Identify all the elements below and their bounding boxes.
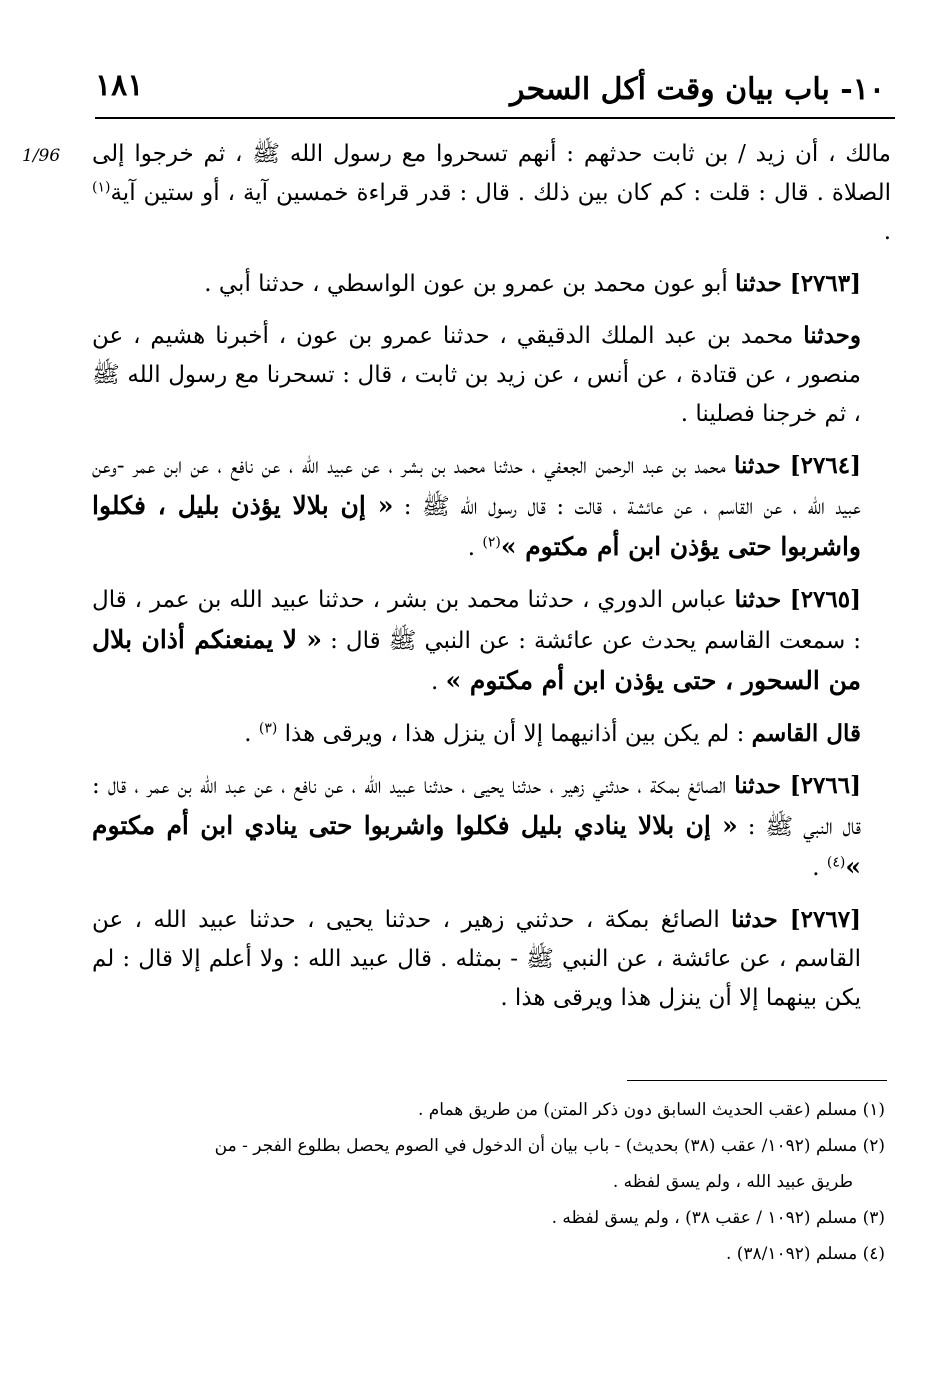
paragraph-end: . xyxy=(430,669,446,695)
hadith-lead: قال القاسم xyxy=(751,720,861,747)
hadith-lead: حدثنا xyxy=(735,270,790,297)
paragraph-end: . xyxy=(467,535,483,561)
paragraph-end: . xyxy=(812,855,827,881)
page-number: ١٨١ xyxy=(95,68,144,103)
hadith-quote: « إن بلالا ينادي بليل فكلوا واشربوا حتى ينادي ابن أم مكتوم » xyxy=(92,811,861,881)
footnote-marker: (٣) xyxy=(258,720,278,737)
header-rule xyxy=(95,117,895,119)
hadith-text: أبو عون محمد بن عمرو بن عون الواسطي ، حدثنا أبي . xyxy=(204,271,736,297)
hadith-quote: « لا يمنعنكم أذان بلال من السحور ، حتى يؤذن ابن أم مكتوم » xyxy=(92,625,861,695)
body-text xyxy=(92,135,891,1030)
footnote-3: (٣) مسلم (١٠٩٢ / عقب ٣٨) ، ولم يسق لفظه . xyxy=(551,1208,885,1228)
hadith-2765 xyxy=(92,580,891,702)
hadith-2763 xyxy=(92,264,891,304)
hadith-lead: وحدثنا xyxy=(803,322,861,349)
page-header xyxy=(95,58,885,118)
hadith-text: محمد بن عبد الملك الدقيقي ، حدثنا عمرو بن عون ، أخبرنا هشيم ، عن منصور ، عن قتادة ، عن أنس ، عن زيد بن ثابت ، قال : تسحرنا مع رسول الله ﷺ ، ثم خرجنا فصلينا . xyxy=(92,323,861,427)
hadith-number: [٢٧٦٥] xyxy=(789,586,861,613)
footnote-marker: (٤) xyxy=(826,854,846,871)
hadith-lead: حدثنا xyxy=(734,452,790,479)
hadith-text: : لم يكن بين أذانيهما إلا أن ينزل هذا ، ويرقى هذا xyxy=(277,721,752,747)
paragraph-end: . xyxy=(883,219,891,245)
hadith-2764 xyxy=(92,446,891,568)
footnotes xyxy=(92,1092,885,1272)
hadith-number: [٢٧٦٦] xyxy=(789,772,861,799)
paragraph-wahaddathana xyxy=(92,316,891,434)
margin-reference: 1/96 xyxy=(22,146,61,166)
footnote-marker: (٢) xyxy=(482,534,501,551)
hadith-2767 xyxy=(92,900,891,1018)
footnote-marker: (١) xyxy=(92,179,111,196)
hadith-lead: حدثنا xyxy=(731,906,790,933)
hadith-number: [٢٧٦٧] xyxy=(789,906,861,933)
running-title: ١٠- باب بيان وقت أكل السحر xyxy=(510,72,885,107)
hadith-text: الصائغ بمكة ، حدثني زهير ، حدثنا يحيى ، حدثنا عبيد الله ، عن القاسم ، عن عائشة ، عن النبي ﷺ - بمثله . قال عبيد الله : ولا أعلم إلا قال : لم يكن بينهما إلا أن ينزل هذا ويرقى هذا . xyxy=(92,907,861,1011)
hadith-lead: حدثنا xyxy=(734,586,790,613)
paragraph-qasim xyxy=(92,714,891,754)
hadith-lead: حدثنا xyxy=(734,772,790,799)
hadith-quote: « إن بلالا يؤذن بليل ، فكلوا واشربوا حتى يؤذن ابن أم مكتوم » xyxy=(92,491,861,561)
paragraph-malik xyxy=(92,135,891,252)
hadith-number: [٢٧٦٣] xyxy=(789,270,861,297)
footnote-2-continuation: طريق عبيد الله ، ولم يسق لفظه . xyxy=(612,1172,853,1192)
hadith-text: محمد بن عبد الرحمن الجعفي ، حدثنا محمد بن بشر ، عن عبيد الله ، عن نافع ، عن ابن عمر -وعن عبيد الله ، عن القاسم ، عن عائشة ، قالت : قال رسول الله ﷺ : xyxy=(92,453,861,520)
paragraph-end: . xyxy=(244,721,259,747)
paragraph-text: مالك ، أن زيد / بن ثابت حدثهم : أنهم تسحروا مع رسول الله ﷺ ، ثم خرجوا إلى الصلاة . قال : قلت : كم كان بين ذلك . قال : قدر قراءة خمسين آية ، أو ستين آية xyxy=(92,141,891,206)
footnote-4: (٤) مسلم (٣٨/١٠٩٢) . xyxy=(725,1244,885,1264)
footnote-1: (١) مسلم (عقب الحديث السابق دون ذكر المتن) من طريق همام . xyxy=(417,1100,885,1120)
footnote-2: (٢) مسلم (١٠٩٢/ عقب (٣٨) بحديث) - باب بيان أن الدخول في الصوم يحصل بطلوع الفجر - من xyxy=(214,1136,885,1156)
hadith-text: عباس الدوري ، حدثنا محمد بن بشر ، حدثنا عبيد الله بن عمر ، قال : سمعت القاسم يحدث عن عائشة : عن النبي ﷺ قال : xyxy=(92,587,862,654)
hadith-number: [٢٧٦٤] xyxy=(789,452,861,479)
footnote-rule xyxy=(627,1080,887,1081)
hadith-text: الصائغ بمكة ، حدثني زهير ، حدثنا يحيى ، حدثنا عبيد الله ، عن نافع ، عن عبد الله بن عمر ، قال : قال النبي ﷺ : xyxy=(92,773,861,840)
hadith-2766 xyxy=(92,766,891,888)
